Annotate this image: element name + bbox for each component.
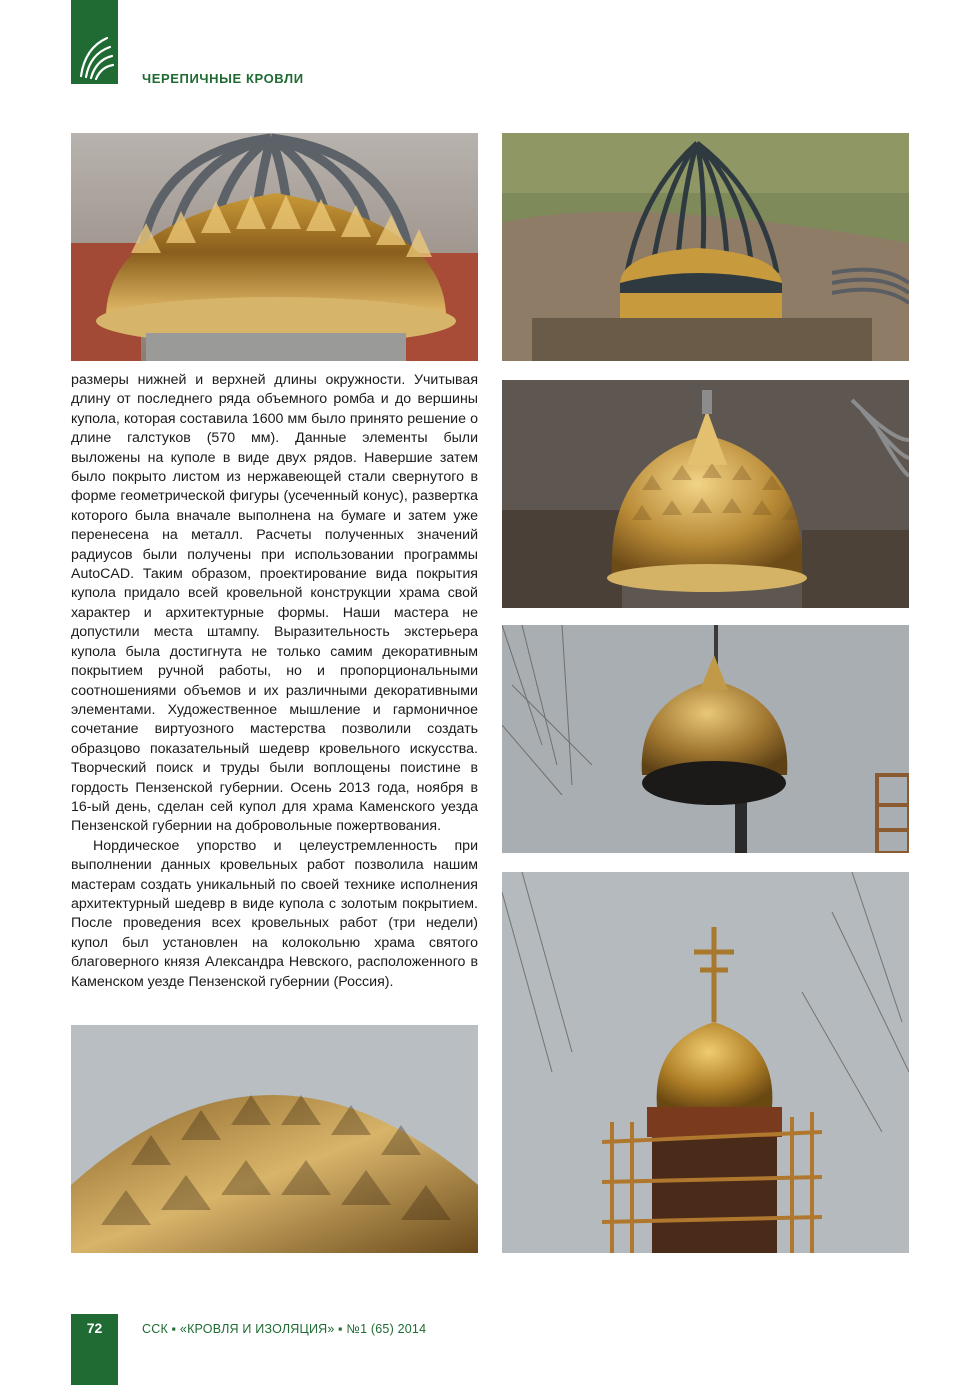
dome-frame-yard-photo	[502, 133, 909, 361]
dome-lifted-photo	[502, 625, 909, 853]
article-paragraph: размеры нижней и верхней длины окружности. Учитывая длину от последнего ряда объемного ромба и до вершины купола, которая составила 1600 мм было принято решение о длине галстуков (570 мм). Данные элементы были выложены на куполе в виде двух рядов. Навершие затем было покрыто листом из нержавеющей стали свернутого в форме геометрической фигуры (усеченный конус), развертка которого была вначале выполнена на бумаге и затем уже перенесена на металл. Расчеты полученных значений радиусов были получены при использовании программы AutoCAD. Таким образом, проектирование вида покрытия купола придало всей кровельной конструкции храма свой характер и архитектурные формы. Наши мастера не допустили места штампу. Выразительность экстерьера купола была достигнута не только самим декоративным покрытием ручной работы, но и пропорциональными соотношениями объемов и их различными декоративными элементами. Художественное мышление и гармоничное сочетание виртуозного мастерства позволили создать образцово показательный шедевр кровельного искусства. Творческий поиск и труды были воплощены поистине в гордость Пензенской губернии. Осень 2013 года, ноября в 16-ый день, сделан сей купол для храма Каменского уезда Пензенской губернии на добровольные пожертвования.	[71, 372, 478, 835]
article-body	[71, 371, 478, 992]
dome-frame-construction-photo	[71, 133, 478, 361]
golden-dome-ground-photo	[502, 380, 909, 608]
page-number: 72	[86, 1320, 103, 1336]
section-title: ЧЕРЕПИЧНЫЕ КРОВЛИ	[142, 71, 304, 86]
leaf-stripes-logo-icon	[71, 0, 118, 84]
dome-on-bell-tower-photo	[502, 872, 909, 1253]
dome-scales-closeup-photo	[71, 1025, 478, 1253]
article-paragraph: Нордическое упорство и целеустремленность при выполнении данных кровельных работ позволила нашим мастерам создать уникальный по своей технике исполнения архитектурный шедевр в виде купола с золотым покрытием. После проведения всех кровельных работ (три недели) купол был установлен на колокольню храма святого благоверного князя Александра Невского, расположенного в Каменском уезде Пензенской губернии (Россия).	[71, 837, 478, 990]
publication-info: ССК ▪ «КРОВЛЯ И ИЗОЛЯЦИЯ» ▪ №1 (65) 2014	[142, 1322, 427, 1336]
logo-box	[71, 0, 118, 84]
